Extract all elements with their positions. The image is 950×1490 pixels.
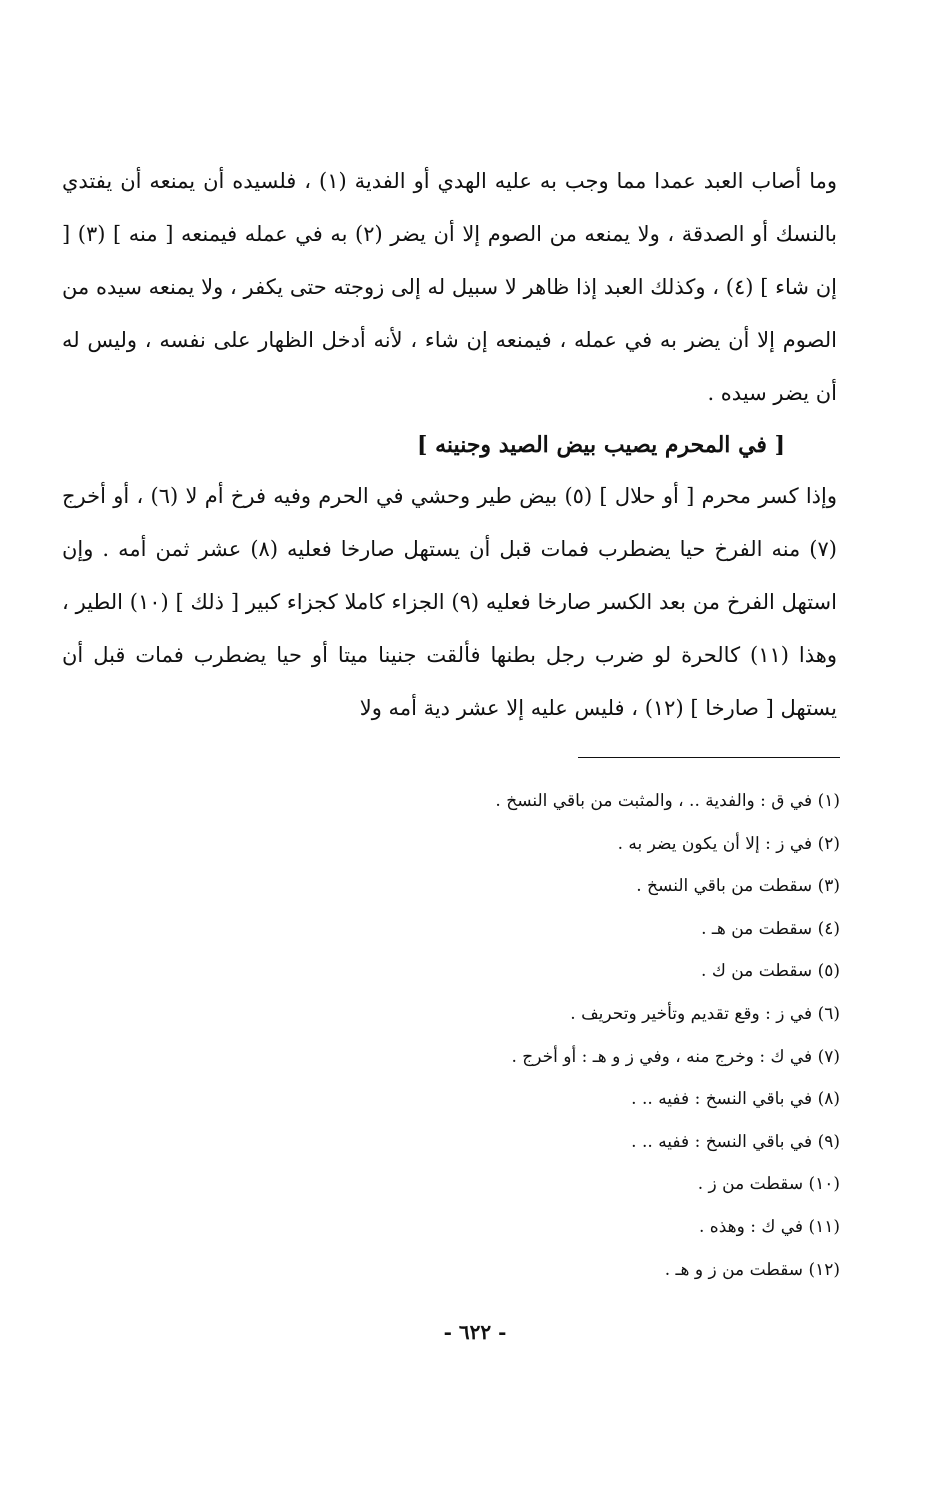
footnote-1: (١) في ق : والفدية .. ، والمثبت من باقي النسخ . bbox=[495, 791, 840, 811]
footnote-8: (٨) في باقي النسخ : ففيه .. . bbox=[631, 1089, 840, 1110]
footnote-9: (٩) في باقي النسخ : ففيه .. . bbox=[631, 1131, 840, 1152]
footnote-12: (١٢) سقطت من ز و هـ . bbox=[664, 1259, 840, 1280]
section-heading: [ في المحرم يصيب بيض الصيد وجنينه ] bbox=[417, 432, 785, 458]
page-number: - ٦٢٢ - bbox=[443, 1320, 507, 1344]
footnote-3: (٣) سقطت من باقي النسخ . bbox=[636, 876, 840, 897]
footnote-5: (٥) سقطت من ك . bbox=[701, 961, 840, 982]
footnote-10: (١٠) سقطت من ز . bbox=[697, 1174, 840, 1195]
footnotes-list bbox=[380, 780, 840, 1291]
footnote-4: (٤) سقطت من هـ . bbox=[701, 918, 840, 939]
footnote-divider bbox=[578, 757, 840, 758]
footnote-2: (٢) في ز : إلا أن يكون يضر به . bbox=[617, 833, 840, 854]
footnote-11: (١١) في ك : وهذه . bbox=[698, 1216, 840, 1237]
main-text bbox=[62, 155, 837, 735]
paragraph-2: وإذا كسر محرم [ أو حلال ] (٥) بيض طير وحشي في الحرم وفيه فرخ أم لا (٦) ، أو أخرج (٧) منه الفرخ حيا يضطرب فمات قبل أن يستهل صارخا فعليه (٨) عشر ثمن أمه . وإن استهل الفرخ من بعد الكسر صارخا فعليه (٩) الجزاء كاملا كجزاء كبير [ ذلك ] (١٠) الطير ، وهذا (١١) كالحرة لو ضرب رجل بطنها فألقت جنينا ميتا أو حيا يضطرب فمات قبل أن يستهل [ صارخا ] (١٢) ، فليس عليه إلا عشر دية أمه ولا bbox=[62, 484, 838, 720]
footnote-7: (٧) في ك : وخرج منه ، وفي ز و هـ : أو أخرج . bbox=[511, 1046, 840, 1067]
paragraph-1: وما أصاب العبد عمدا مما وجب به عليه الهدي أو الفدية (١) ، فلسيده أن يمنعه أن يفتدي بالنسك أو الصدقة ، ولا يمنعه من الصوم إلا أن يضر (٢) به في عمله فيمنعه [ منه ] (٣) [ إن شاء ] (٤) ، وكذلك العبد إذا ظاهر لا سبيل له إلى زوجته حتى يكفر ، ولا يمنعه سيده من الصوم إلا أن يضر به في عمله ، فيمنعه إن شاء ، لأنه أدخل الظهار على نفسه ، وليس له أن يضر سيده . bbox=[62, 169, 838, 405]
footnote-6: (٦) في ز : وقع تقديم وتأخير وتحريف . bbox=[570, 1003, 840, 1024]
